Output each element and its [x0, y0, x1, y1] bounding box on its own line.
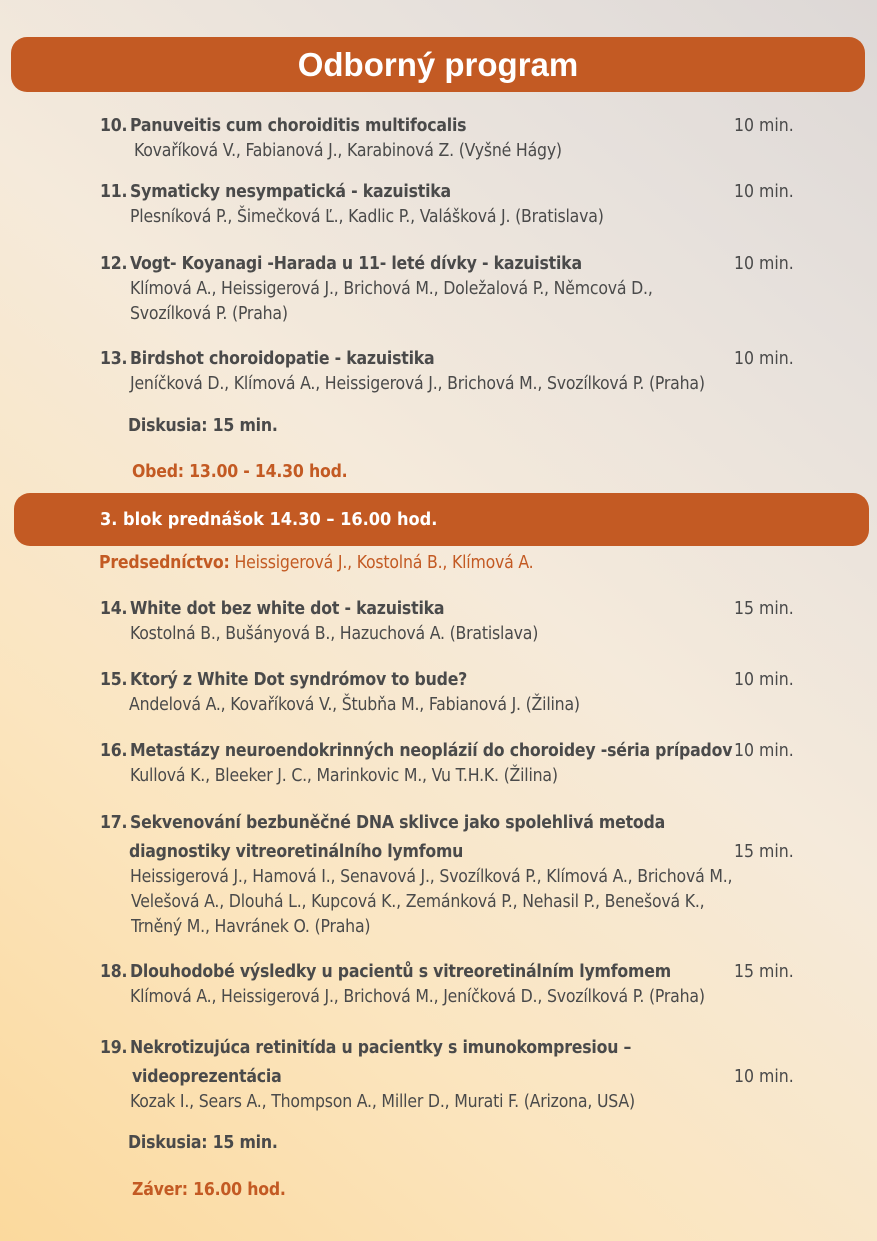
talk-authors: Kostolná B., Bušányová B., Hazuchová A. (Bratislava) — [130, 624, 539, 644]
talk-authors: Andelová A., Kovaříková V., Štubňa M., Fabianová J. (Žilina) — [129, 695, 580, 715]
talk-authors: Klímová A., Heissigerová J., Brichová M., Doležalová P., Němcová D., — [130, 279, 653, 299]
block-banner — [14, 493, 869, 546]
talk-number: 11. — [100, 182, 128, 202]
talk-number: 13. — [100, 349, 128, 369]
talk-authors: Velešová A., Dlouhá L., Kupcová K., Zemánková P., Nehasil P., Benešová K., — [131, 892, 705, 912]
talk-number: 15. — [100, 670, 128, 690]
talk-authors: Kullová K., Bleeker J. C., Marinkovic M., Vu T.H.K. (Žilina) — [130, 766, 558, 786]
closing-time: Záver: 16.00 hod. — [132, 1180, 286, 1200]
talk-number: 17. — [100, 813, 128, 833]
talk-authors: Klímová A., Heissigerová J., Brichová M., Jeníčková D., Svozílková P. (Praha) — [130, 987, 705, 1007]
talk-authors: Svozílková P. (Praha) — [130, 304, 288, 324]
talk-title — [100, 960, 671, 984]
page-title: Odborný program — [297, 46, 579, 83]
talk-authors: Kozak I., Sears A., Thompson A., Miller D., Murati F. (Arizona, USA) — [130, 1092, 635, 1112]
talk-duration: 10 min. — [734, 254, 794, 274]
talk-title — [100, 180, 451, 204]
talk-title — [100, 114, 466, 138]
talk-title — [100, 597, 444, 621]
talk-authors: Jeníčková D., Klímová A., Heissigerová J., Brichová M., Svozílková P. (Praha) — [130, 374, 705, 394]
chairs-names: Heissigerová J., Kostolná B., Klímová A. — [234, 553, 534, 573]
talk-duration: 10 min. — [734, 349, 794, 369]
section-title-banner — [11, 37, 865, 92]
talk-duration: 10 min. — [734, 182, 794, 202]
discussion-note: Diskusia: 15 min. — [128, 1133, 278, 1153]
talk-title-text: Sekvenování bezbuněčné DNA sklivce jako spolehlivá metoda — [130, 813, 666, 833]
talk-number: 12. — [100, 254, 128, 274]
talk-title-text: Metastázy neuroendokrinných neoplázií do choroidey -séria prípadov — [130, 741, 733, 761]
block-title: 3. blok prednášok 14.30 – 16.00 hod. — [100, 509, 438, 530]
talk-title-text: Symaticky nesympatická - kazuistika — [130, 182, 451, 202]
talk-authors: Trněný M., Havránek O. (Praha) — [131, 917, 371, 937]
talk-title-text: Vogt- Koyanagi -Harada u 11- leté dívky - kazuistika — [130, 254, 582, 274]
talk-number: 18. — [100, 962, 128, 982]
talk-title-text: White dot bez white dot - kazuistika — [130, 599, 445, 619]
talk-duration: 10 min. — [734, 741, 794, 761]
talk-title-continued: diagnostiky vitreoretinálního lymfomu — [129, 842, 464, 862]
talk-duration: 15 min. — [734, 842, 794, 862]
talk-title — [100, 347, 434, 371]
talk-authors: Kovaříková V., Fabianová J., Karabinová Z. (Vyšné Hágy) — [134, 141, 562, 161]
talk-title-text: Nekrotizujúca retinitída u pacientky s imunokompresiou – — [130, 1038, 632, 1058]
talk-title-continued: videoprezentácia — [132, 1067, 282, 1087]
talk-title — [100, 668, 467, 692]
talk-title — [100, 1036, 631, 1060]
talk-title — [100, 252, 582, 276]
talk-number: 10. — [100, 116, 128, 136]
talk-title-text: Dlouhodobé výsledky u pacientů s vitreoretinálním lymfomem — [130, 962, 671, 982]
talk-number: 19. — [100, 1038, 128, 1058]
talk-duration: 15 min. — [734, 599, 794, 619]
lunch-break: Obed: 13.00 - 14.30 hod. — [132, 462, 348, 482]
talk-title-text: Panuveitis cum choroiditis multifocalis — [130, 116, 467, 136]
talk-duration: 10 min. — [734, 116, 794, 136]
talk-number: 16. — [100, 741, 128, 761]
talk-title-text: Ktorý z White Dot syndrómov to bude? — [130, 670, 468, 690]
talk-duration: 10 min. — [734, 670, 794, 690]
talk-title — [100, 811, 665, 835]
talk-title — [100, 739, 732, 763]
talk-number: 14. — [100, 599, 128, 619]
talk-authors: Heissigerová J., Hamová I., Senavová J., Svozílková P., Klímová A., Brichová M., — [130, 867, 733, 887]
talk-duration: 10 min. — [734, 1067, 794, 1087]
chairs-line — [99, 551, 533, 575]
talk-authors: Plesníková P., Šimečková Ľ., Kadlic P., Valášková J. (Bratislava) — [130, 207, 604, 227]
talk-duration: 15 min. — [734, 962, 794, 982]
discussion-note: Diskusia: 15 min. — [128, 416, 278, 436]
chairs-label: Predsedníctvo: — [99, 553, 230, 573]
talk-title-text: Birdshot choroidopatie - kazuistika — [130, 349, 435, 369]
